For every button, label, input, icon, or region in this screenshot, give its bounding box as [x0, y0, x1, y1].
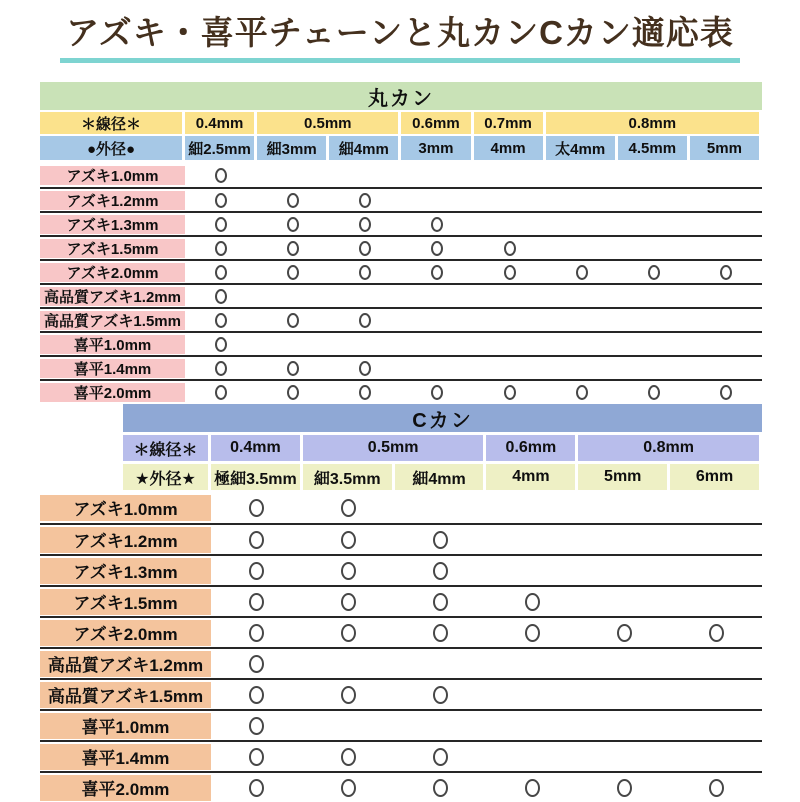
compat-cell [185, 168, 257, 183]
compat-circle-icon [359, 361, 371, 376]
compat-cell [257, 193, 329, 208]
compat-circle-icon [341, 748, 356, 766]
wire-diameter-header-label: ＊線径＊ [123, 435, 208, 461]
compat-circle-icon [249, 686, 264, 704]
compat-cell [185, 265, 257, 280]
compat-circle-icon [287, 193, 299, 208]
compat-cell [185, 241, 257, 256]
wire-diameter-cell: 0.4mm [185, 112, 254, 134]
marukan-header-block [40, 82, 762, 160]
compat-circle-icon [341, 593, 356, 611]
compat-circle-icon [433, 686, 448, 704]
chain-row-label: 高品質アズキ1.5mm [40, 311, 185, 330]
chain-row [40, 307, 762, 331]
outer-diameter-cell: 太4mm [546, 136, 615, 160]
chain-row-label: アズキ2.0mm [40, 263, 185, 282]
compat-circle-icon [433, 593, 448, 611]
compat-cell [303, 499, 395, 517]
compat-circle-icon [431, 241, 443, 256]
compat-cell [211, 748, 303, 766]
marukan-table [40, 82, 762, 403]
compat-cell [486, 779, 578, 797]
chain-row-label: 喜平1.4mm [40, 359, 185, 378]
outer-diameter-cell: 4mm [474, 136, 543, 160]
compat-circle-icon [249, 499, 264, 517]
chain-row [40, 235, 762, 259]
compat-cell [185, 361, 257, 376]
compat-cell [211, 531, 303, 549]
compat-cell [329, 193, 401, 208]
ckan-header-block [123, 404, 762, 490]
chain-row [40, 647, 762, 678]
chain-row-label: アズキ1.5mm [40, 589, 211, 615]
outer-diameter-cell: 細3.5mm [303, 464, 392, 490]
compat-cell [395, 748, 487, 766]
chain-row-label: 高品質アズキ1.2mm [40, 287, 185, 306]
chain-row [40, 379, 762, 403]
chain-row [40, 616, 762, 647]
chain-row [40, 283, 762, 307]
outer-diameter-cell: 3mm [401, 136, 470, 160]
chain-row [40, 554, 762, 585]
compat-cell [546, 265, 618, 280]
compat-circle-icon [720, 265, 732, 280]
compat-circle-icon [359, 313, 371, 328]
compat-circle-icon [433, 779, 448, 797]
compat-cell [474, 241, 546, 256]
compat-circle-icon [215, 193, 227, 208]
chain-row-label: 喜平1.0mm [40, 713, 211, 739]
compat-cell [257, 241, 329, 256]
chain-row [40, 211, 762, 235]
compat-circle-icon [433, 562, 448, 580]
compat-cell [670, 624, 762, 642]
compat-cell [329, 385, 401, 400]
compat-cell [211, 499, 303, 517]
compat-circle-icon [525, 779, 540, 797]
chain-row [40, 259, 762, 283]
compat-circle-icon [215, 337, 227, 352]
compat-circle-icon [341, 562, 356, 580]
compat-circle-icon [341, 531, 356, 549]
compat-circle-icon [215, 289, 227, 304]
compat-circle-icon [341, 624, 356, 642]
outer-diameter-cell: 4mm [486, 464, 575, 490]
marukan-outer-diameter-row [40, 136, 762, 160]
compat-circle-icon [433, 748, 448, 766]
compat-cell [395, 562, 487, 580]
compat-cell [185, 313, 257, 328]
compat-cell [185, 385, 257, 400]
compat-cell [395, 593, 487, 611]
chain-row-label: 喜平1.4mm [40, 744, 211, 770]
compat-cell [401, 265, 473, 280]
compat-circle-icon [287, 217, 299, 232]
compat-cell [185, 193, 257, 208]
wire-diameter-cell: 0.8mm [578, 435, 759, 461]
compat-circle-icon [433, 624, 448, 642]
compat-circle-icon [359, 193, 371, 208]
compat-cell [257, 217, 329, 232]
compat-cell [211, 686, 303, 704]
compat-circle-icon [287, 361, 299, 376]
compat-circle-icon [504, 265, 516, 280]
chain-row-label: アズキ1.0mm [40, 495, 211, 521]
compat-circle-icon [215, 168, 227, 183]
compat-cell [329, 313, 401, 328]
outer-diameter-cell: 極細3.5mm [211, 464, 300, 490]
compat-cell [303, 686, 395, 704]
chain-row-label: 喜平2.0mm [40, 775, 211, 801]
chain-row-label: 高品質アズキ1.5mm [40, 682, 211, 708]
compat-cell [401, 217, 473, 232]
compat-circle-icon [648, 385, 660, 400]
compat-cell [546, 385, 618, 400]
compat-cell [303, 562, 395, 580]
compat-cell [329, 241, 401, 256]
compat-circle-icon [576, 385, 588, 400]
compat-cell [618, 385, 690, 400]
compat-circle-icon [576, 265, 588, 280]
compat-cell [474, 265, 546, 280]
ckan-wire-diameter-row [123, 435, 762, 461]
outer-diameter-cell: 6mm [670, 464, 759, 490]
ckan-rows [40, 492, 762, 802]
wire-diameter-cell: 0.5mm [257, 112, 398, 134]
outer-diameter-cell: 細3mm [257, 136, 326, 160]
compat-cell [578, 779, 670, 797]
compat-circle-icon [617, 624, 632, 642]
compat-cell [395, 531, 487, 549]
outer-diameter-cell: 細4mm [329, 136, 398, 160]
marukan-wire-diameter-row [40, 112, 762, 134]
compat-cell [303, 531, 395, 549]
ckan-table-title: Cカン [123, 404, 762, 432]
compat-circle-icon [341, 686, 356, 704]
compat-circle-icon [287, 265, 299, 280]
compat-circle-icon [525, 593, 540, 611]
chain-row [40, 187, 762, 211]
compat-cell [395, 779, 487, 797]
compat-circle-icon [249, 779, 264, 797]
compat-circle-icon [249, 655, 264, 673]
compat-circle-icon [359, 241, 371, 256]
chain-row-label: 喜平2.0mm [40, 383, 185, 402]
compat-circle-icon [431, 265, 443, 280]
compat-cell [329, 217, 401, 232]
compat-cell [185, 217, 257, 232]
chain-row [40, 331, 762, 355]
compat-cell [329, 265, 401, 280]
wire-diameter-cell: 0.7mm [474, 112, 543, 134]
outer-diameter-header-label: ★外径★ [123, 464, 208, 490]
wire-diameter-cell: 0.6mm [486, 435, 575, 461]
compat-cell [395, 686, 487, 704]
outer-diameter-cell: 細4mm [395, 464, 484, 490]
compat-cell [303, 779, 395, 797]
wire-diameter-cell: 0.8mm [546, 112, 759, 134]
compat-cell [257, 313, 329, 328]
outer-diameter-cell: 5mm [690, 136, 759, 160]
chain-row-label: アズキ1.2mm [40, 527, 211, 553]
compat-circle-icon [215, 241, 227, 256]
compat-circle-icon [433, 531, 448, 549]
compat-circle-icon [525, 624, 540, 642]
compat-circle-icon [431, 217, 443, 232]
compat-circle-icon [215, 313, 227, 328]
compat-cell [395, 624, 487, 642]
ckan-table [40, 404, 762, 802]
ckan-outer-diameter-row [123, 464, 762, 490]
marukan-table-title: 丸カン [40, 82, 762, 110]
compat-cell [257, 265, 329, 280]
compat-circle-icon [287, 385, 299, 400]
compat-circle-icon [249, 562, 264, 580]
compat-circle-icon [215, 385, 227, 400]
chain-row-label: アズキ1.5mm [40, 239, 185, 258]
chain-row [40, 585, 762, 616]
compat-cell [185, 337, 257, 352]
marukan-rows [40, 163, 762, 403]
chain-row-label: アズキ2.0mm [40, 620, 211, 646]
chain-row [40, 740, 762, 771]
compat-cell [690, 385, 762, 400]
title-area [0, 13, 800, 63]
compat-circle-icon [431, 385, 443, 400]
chain-row-label: 高品質アズキ1.2mm [40, 651, 211, 677]
chain-row-label: アズキ1.3mm [40, 558, 211, 584]
wire-diameter-cell: 0.6mm [401, 112, 470, 134]
compat-circle-icon [709, 624, 724, 642]
compat-circle-icon [249, 624, 264, 642]
compat-cell [578, 624, 670, 642]
chain-row-label: 喜平1.0mm [40, 335, 185, 354]
chain-row [40, 523, 762, 554]
compat-circle-icon [341, 779, 356, 797]
compat-cell [690, 265, 762, 280]
chain-row [40, 678, 762, 709]
compat-circle-icon [359, 265, 371, 280]
compat-cell [486, 624, 578, 642]
compat-cell [211, 655, 303, 673]
compat-circle-icon [359, 385, 371, 400]
compat-circle-icon [249, 717, 264, 735]
compat-circle-icon [215, 217, 227, 232]
compat-circle-icon [504, 385, 516, 400]
compat-circle-icon [504, 241, 516, 256]
compat-cell [211, 779, 303, 797]
compat-cell [257, 385, 329, 400]
compat-circle-icon [249, 593, 264, 611]
compat-circle-icon [249, 748, 264, 766]
compat-cell [303, 748, 395, 766]
compat-circle-icon [359, 217, 371, 232]
outer-diameter-cell: 4.5mm [618, 136, 687, 160]
compat-cell [185, 289, 257, 304]
compat-circle-icon [720, 385, 732, 400]
compat-circle-icon [287, 313, 299, 328]
compat-circle-icon [709, 779, 724, 797]
chain-row [40, 771, 762, 802]
compat-circle-icon [617, 779, 632, 797]
chain-row [40, 163, 762, 187]
compat-cell [329, 361, 401, 376]
compat-cell [486, 593, 578, 611]
wire-diameter-cell: 0.4mm [211, 435, 300, 461]
compat-cell [401, 385, 473, 400]
compat-circle-icon [215, 361, 227, 376]
chain-row-label: アズキ1.0mm [40, 166, 185, 185]
outer-diameter-cell: 細2.5mm [185, 136, 254, 160]
wire-diameter-cell: 0.5mm [303, 435, 484, 461]
compat-cell [211, 562, 303, 580]
compat-circle-icon [648, 265, 660, 280]
compat-cell [211, 593, 303, 611]
chain-row-label: アズキ1.3mm [40, 215, 185, 234]
chain-row-label: アズキ1.2mm [40, 191, 185, 210]
compat-circle-icon [249, 531, 264, 549]
compat-circle-icon [341, 499, 356, 517]
chain-row [40, 355, 762, 379]
compat-cell [401, 241, 473, 256]
compat-cell [303, 624, 395, 642]
wire-diameter-header-label: ＊線径＊ [40, 112, 182, 134]
compat-cell [474, 385, 546, 400]
outer-diameter-cell: 5mm [578, 464, 667, 490]
chain-row [40, 492, 762, 523]
compat-cell [618, 265, 690, 280]
outer-diameter-header-label: ●外径● [40, 136, 182, 160]
page-title: アズキ・喜平チェーンと丸カンCカン適応表 [60, 13, 740, 63]
compat-circle-icon [215, 265, 227, 280]
compat-cell [211, 624, 303, 642]
compat-circle-icon [287, 241, 299, 256]
compat-cell [257, 361, 329, 376]
compat-cell [211, 717, 303, 735]
chain-row [40, 709, 762, 740]
compat-cell [670, 779, 762, 797]
compat-cell [303, 593, 395, 611]
